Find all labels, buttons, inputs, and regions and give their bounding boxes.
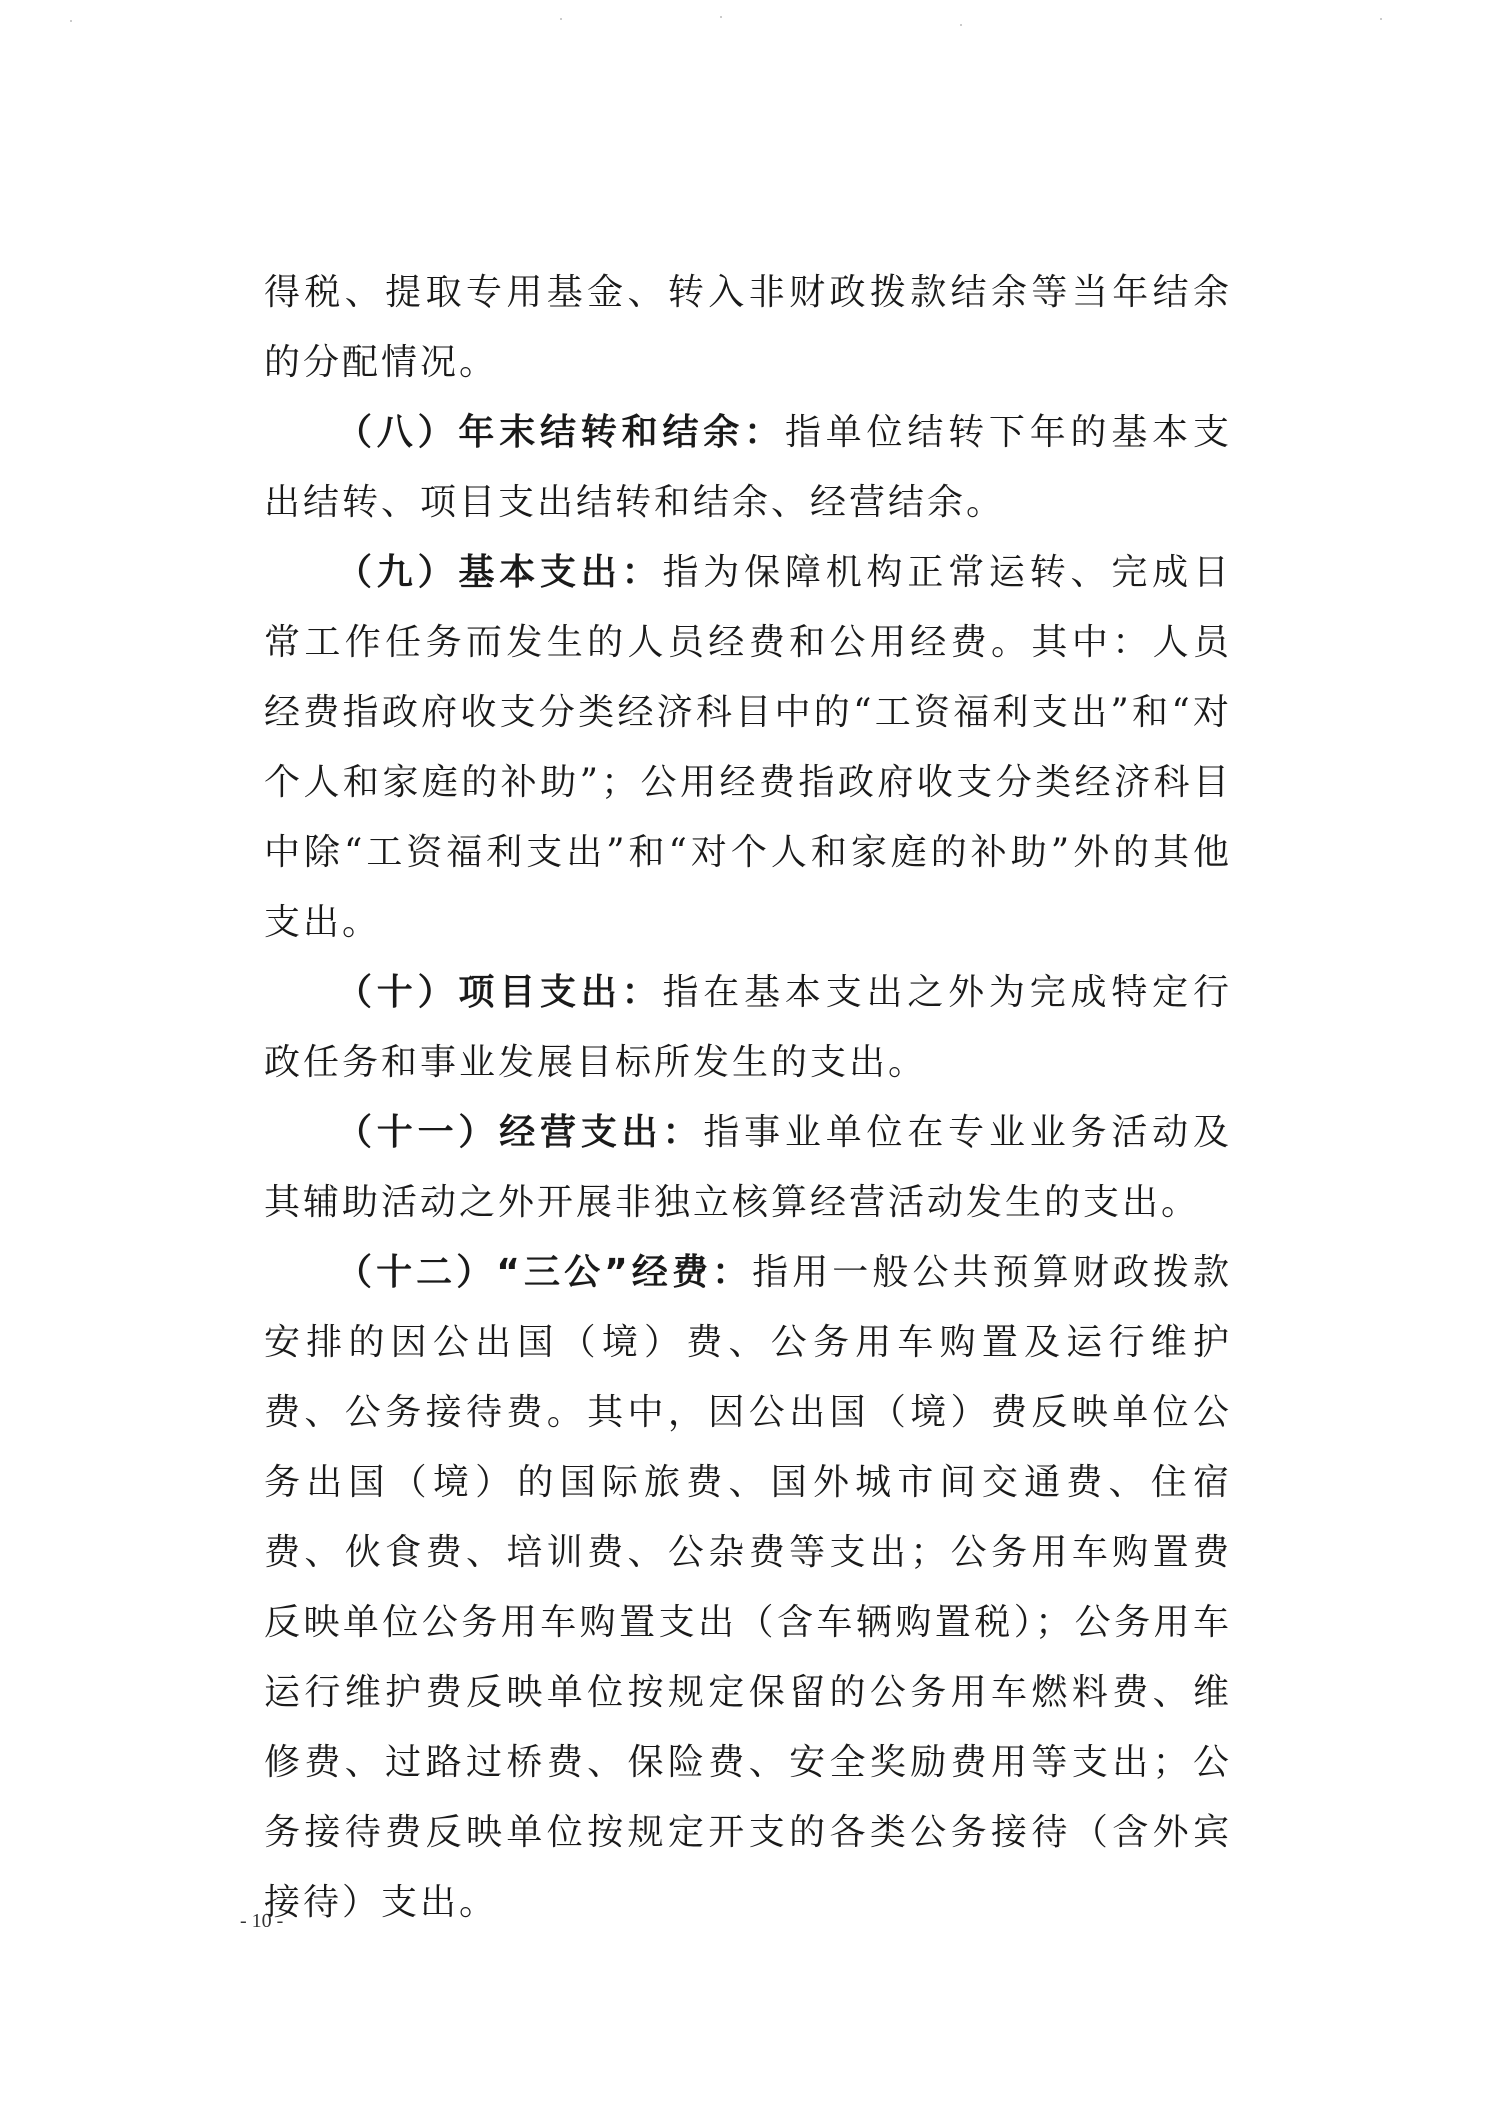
paragraph-text: 指在基本支出之外为完成特定行政任务和事业发展目标所发生的支出。: [264, 972, 1232, 1083]
paragraph-basic-expenditure: [264, 538, 1232, 958]
paragraph-heading: （十二）“三公”经费：: [336, 1252, 753, 1293]
scan-speck: [960, 24, 962, 26]
scan-speck: [560, 18, 562, 20]
paragraph-text: 指单位结转下年的基本支出结转、项目支出结转和结余、经营结余。: [264, 412, 1232, 523]
paragraph-three-public-expenses: [264, 1238, 1232, 1938]
paragraph-heading: （十）项目支出：: [336, 972, 663, 1013]
scan-speck: [1380, 18, 1382, 20]
paragraph-year-end-carryover: [264, 398, 1232, 538]
scan-speck: [70, 20, 72, 22]
paragraph-heading: （九）基本支出：: [336, 552, 663, 593]
paragraph-text: 指为保障机构正常运转、完成日常工作任务而发生的人员经费和公用经费。其中：人员经费指政府收支分类经济科目中的“工资福利支出”和“对个人和家庭的补助”；公用经费指政府收支分类经济科目中除“工资福利支出”和“对个人和家庭的补助”外的其他支出。: [264, 552, 1232, 943]
paragraph-text: 得税、提取专用基金、转入非财政拨款结余等当年结余的分配情况。: [264, 272, 1232, 383]
paragraph-heading: （八）年末结转和结余：: [336, 412, 785, 453]
scan-speck: [720, 16, 722, 18]
page-number: - 10 -: [240, 1910, 284, 1932]
paragraph-text: 指事业单位在专业业务活动及其辅助活动之外开展非独立核算经营活动发生的支出。: [264, 1112, 1232, 1223]
paragraph-operating-expenditure: [264, 1098, 1232, 1238]
body-text: [264, 258, 1232, 1938]
paragraph-text: 指用一般公共预算财政拨款安排的因公出国（境）费、公务用车购置及运行维护费、公务接待费。其中，因公出国（境）费反映单位公务出国（境）的国际旅费、国外城市间交通费、住宿费、伙食费、培训费、公杂费等支出；公务用车购置费反映单位公务用车购置支出（含车辆购置税）；公务用车运行维护费反映单位按规定保留的公务用车燃料费、维修费、过路过桥费、保险费、安全奖励费用等支出；公务接待费反映单位按规定开支的各类公务接待（含外宾接待）支出。: [264, 1252, 1232, 1923]
paragraph-continued: [264, 258, 1232, 398]
paragraph-project-expenditure: [264, 958, 1232, 1098]
paragraph-heading: （十一）经营支出：: [336, 1112, 704, 1153]
